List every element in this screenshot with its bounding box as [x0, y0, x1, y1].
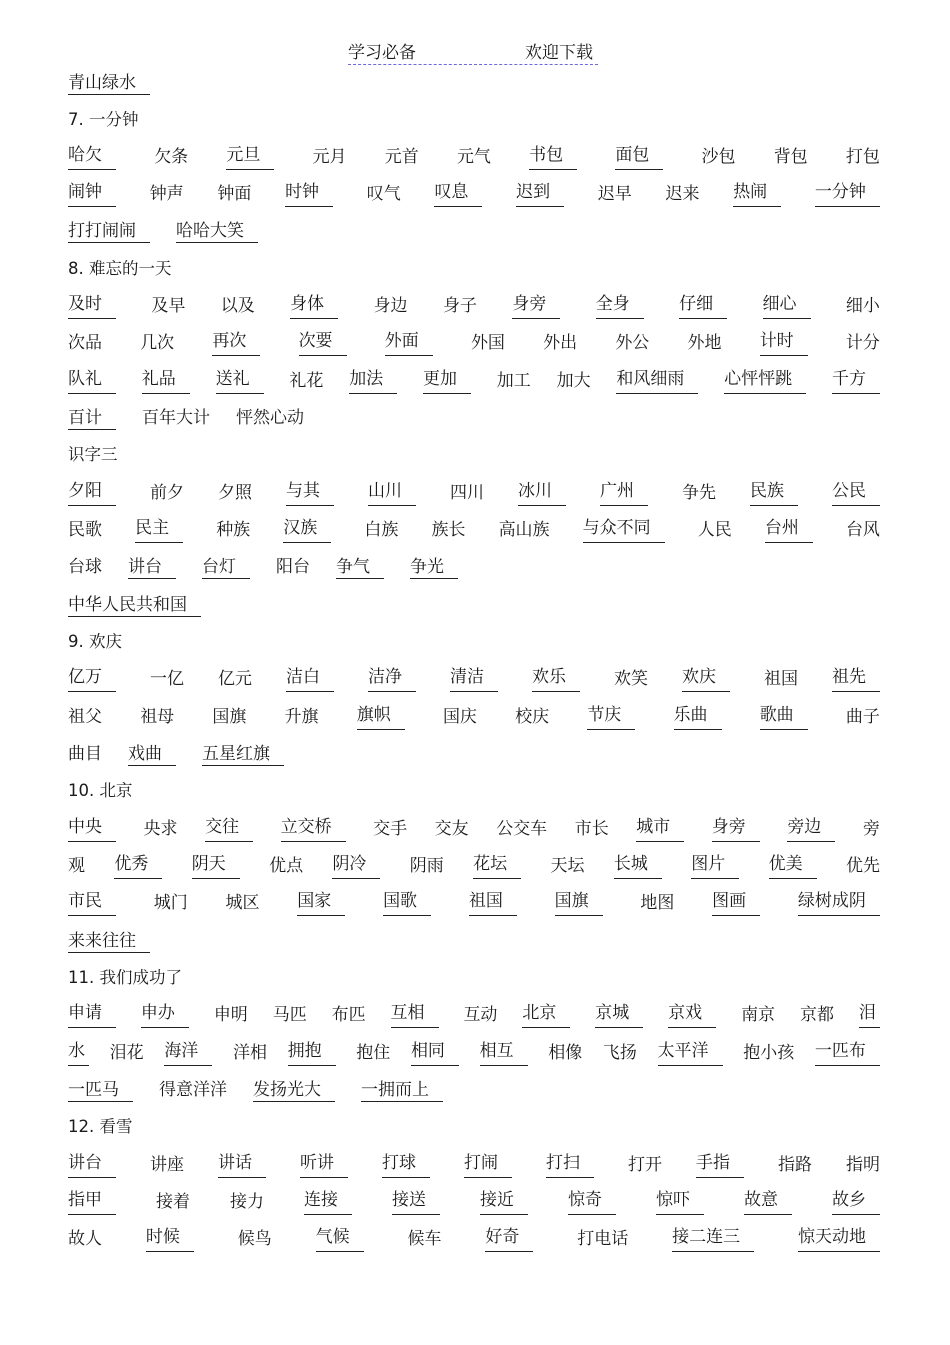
- underlined-word: 故乡: [832, 1189, 880, 1215]
- word: 地图: [640, 893, 675, 913]
- word: 接力: [230, 1192, 264, 1212]
- word-row: [68, 816, 880, 842]
- underlined-word: 京戏: [668, 1002, 716, 1028]
- word: 指路: [778, 1155, 812, 1175]
- word-row: [68, 70, 880, 96]
- word: 几次: [140, 333, 175, 353]
- word: 身子: [442, 296, 477, 316]
- underlined-word: 申请: [68, 1002, 116, 1028]
- underlined-word: 花坛: [473, 853, 521, 879]
- underlined-word: 北京: [522, 1002, 570, 1028]
- underlined-word: 青山绿水: [68, 72, 150, 95]
- word: 及早: [151, 296, 186, 316]
- section-title: 识字三: [68, 445, 118, 464]
- word: 旁: [862, 819, 880, 839]
- underlined-word: 打打闹闹: [68, 220, 150, 243]
- word: 打包: [845, 147, 880, 167]
- underlined-word: 市民: [68, 890, 116, 916]
- underlined-word: 次要: [299, 330, 347, 356]
- underlined-word: 气候: [316, 1226, 364, 1252]
- word-row: [68, 330, 880, 356]
- word-row: [68, 1152, 880, 1178]
- underlined-word: 一拥而上: [361, 1079, 443, 1102]
- underlined-word: 广州: [600, 480, 648, 506]
- underlined-word: 惊吓: [656, 1189, 704, 1215]
- underlined-word: 互相: [391, 1002, 439, 1028]
- header-left-text: 学习必备: [348, 43, 416, 63]
- word: 抱小孩: [743, 1043, 795, 1063]
- underlined-word: 加法: [349, 368, 397, 394]
- underlined-word: 仔细: [679, 293, 727, 319]
- underlined-word: 送礼: [216, 368, 264, 394]
- underlined-word: 汉族: [283, 517, 331, 543]
- word: 台球: [68, 557, 102, 577]
- word: 元首: [384, 147, 419, 167]
- underlined-word: 接送: [392, 1189, 440, 1215]
- word: 欢笑: [614, 669, 648, 689]
- underlined-word: 好奇: [485, 1226, 533, 1252]
- underlined-word: 水: [68, 1040, 89, 1066]
- underlined-word: 台灯: [202, 556, 250, 579]
- word-row: [68, 704, 880, 730]
- underlined-word: 与其: [286, 480, 334, 506]
- word: 交友: [434, 819, 469, 839]
- word: 指明: [846, 1155, 880, 1175]
- word-row: [68, 890, 880, 916]
- word-row: [68, 853, 880, 879]
- word: 族长: [431, 520, 466, 540]
- word: 洋相: [232, 1043, 267, 1063]
- word: 候车: [407, 1229, 442, 1249]
- underlined-word: 心怦怦跳: [724, 368, 806, 394]
- word-row: [68, 741, 880, 767]
- word-row: [68, 405, 880, 431]
- word: 得意洋洋: [159, 1080, 227, 1100]
- word-row: [68, 144, 880, 170]
- underlined-word: 立交桥: [281, 816, 346, 842]
- word: 祖国: [764, 669, 798, 689]
- word: 交手: [373, 819, 408, 839]
- word: 校庆: [515, 707, 550, 727]
- section-title: 8. 难忘的一天: [68, 259, 172, 278]
- underlined-word: 泪: [859, 1002, 880, 1028]
- underlined-word: 千方: [832, 368, 880, 394]
- word-row: [68, 218, 880, 244]
- underlined-word: 来来往往: [68, 930, 150, 953]
- underlined-word: 戏曲: [128, 743, 176, 766]
- word: 城门: [153, 893, 188, 913]
- word: 南京: [741, 1005, 776, 1025]
- word: 申明: [213, 1005, 248, 1025]
- underlined-word: 中华人民共和国: [68, 594, 201, 617]
- word: 布匹: [331, 1005, 366, 1025]
- underlined-word: 打球: [382, 1152, 430, 1178]
- word: 阳台: [276, 557, 310, 577]
- word: 央求: [143, 819, 178, 839]
- underlined-word: 哈哈大笑: [176, 220, 258, 243]
- word: 百年大计: [142, 408, 210, 428]
- word: 元气: [456, 147, 491, 167]
- word-row: [68, 1189, 880, 1215]
- section-title: 10. 北京: [68, 781, 133, 800]
- word-row: [68, 928, 880, 954]
- underlined-word: 指甲: [68, 1189, 116, 1215]
- word: 曲子: [845, 707, 880, 727]
- underlined-word: 民主: [135, 517, 183, 543]
- word: 一亿: [150, 669, 184, 689]
- underlined-word: 国家: [297, 890, 345, 916]
- underlined-word: 接近: [480, 1189, 528, 1215]
- word: 接着: [156, 1192, 190, 1212]
- underlined-word: 台州: [765, 517, 813, 543]
- word: 身边: [373, 296, 408, 316]
- word: 京都: [799, 1005, 834, 1025]
- word-row: [68, 554, 880, 580]
- underlined-word: 海洋: [164, 1040, 212, 1066]
- underlined-word: 拥抱: [288, 1040, 336, 1066]
- underlined-word: 时候: [146, 1226, 194, 1252]
- underlined-word: 叹息: [434, 181, 482, 207]
- word: 马匹: [272, 1005, 307, 1025]
- word: 优点: [269, 856, 304, 876]
- underlined-word: 歌曲: [760, 704, 808, 730]
- underlined-word: 外面: [385, 330, 433, 356]
- word: 白族: [364, 520, 399, 540]
- word: 故人: [68, 1229, 102, 1249]
- underlined-word: 优美: [769, 853, 817, 879]
- underlined-word: 节庆: [587, 704, 635, 730]
- underlined-word: 争气: [336, 556, 384, 579]
- word-row: [68, 368, 880, 394]
- underlined-word: 申办: [141, 1002, 189, 1028]
- header-right-text: 欢迎下载: [525, 43, 593, 63]
- word: 阴雨: [409, 856, 444, 876]
- underlined-word: 礼品: [142, 368, 190, 394]
- word: 叹气: [366, 184, 401, 204]
- underlined-word: 欢庆: [682, 666, 730, 692]
- word: 礼花: [289, 371, 324, 391]
- word-row: [68, 181, 880, 207]
- underlined-word: 及时: [68, 293, 116, 319]
- underlined-word: 图片: [691, 853, 739, 879]
- underlined-word: 长城: [614, 853, 662, 879]
- word: 国旗: [212, 707, 247, 727]
- underlined-word: 讲话: [218, 1152, 266, 1178]
- word: 沙包: [701, 147, 736, 167]
- underlined-word: 祖先: [832, 666, 880, 692]
- underlined-word: 计时: [760, 330, 808, 356]
- underlined-word: 一分钟: [815, 181, 880, 207]
- underlined-word: 打扫: [546, 1152, 594, 1178]
- word: 曲目: [68, 744, 102, 764]
- word-row: [68, 480, 880, 506]
- word: 细小: [845, 296, 880, 316]
- word: 台风: [845, 520, 880, 540]
- underlined-word: 亿万: [68, 666, 116, 692]
- word: 高山族: [498, 520, 550, 540]
- word-row: [68, 1226, 880, 1252]
- underlined-word: 更加: [423, 368, 471, 394]
- underlined-word: 相同: [411, 1040, 459, 1066]
- underlined-word: 山川: [368, 480, 416, 506]
- underlined-word: 惊天动地: [798, 1226, 880, 1252]
- page-header: [348, 42, 598, 65]
- underlined-word: 时钟: [285, 181, 333, 207]
- underlined-word: 太平洋: [658, 1040, 723, 1066]
- underlined-word: 阴天: [192, 853, 240, 879]
- word: 国庆: [442, 707, 477, 727]
- word: 外出: [543, 333, 578, 353]
- word: 加大: [556, 371, 591, 391]
- word-row: [68, 1077, 880, 1103]
- word: 互动: [463, 1005, 498, 1025]
- underlined-word: 闹钟: [68, 181, 116, 207]
- word: 祖母: [140, 707, 175, 727]
- underlined-word: 清洁: [450, 666, 498, 692]
- word: 打开: [628, 1155, 662, 1175]
- word: 亿元: [218, 669, 252, 689]
- word: 夕照: [218, 483, 252, 503]
- word: 迟来: [665, 184, 700, 204]
- underlined-word: 一匹马: [68, 1079, 133, 1102]
- underlined-word: 欢乐: [532, 666, 580, 692]
- section-title: 7. 一分钟: [68, 110, 139, 129]
- underlined-word: 接二连三: [672, 1226, 754, 1252]
- word: 城区: [225, 893, 260, 913]
- underlined-word: 洁净: [368, 666, 416, 692]
- underlined-word: 绿树成阴: [798, 890, 880, 916]
- word: 次品: [68, 333, 102, 353]
- underlined-word: 公民: [832, 480, 880, 506]
- underlined-word: 身旁: [512, 293, 560, 319]
- underlined-word: 队礼: [68, 368, 116, 394]
- word: 升旗: [284, 707, 319, 727]
- word-row: [68, 592, 880, 618]
- word: 争先: [682, 483, 716, 503]
- underlined-word: 国歌: [383, 890, 431, 916]
- word: 钟声: [149, 184, 184, 204]
- word: 欠条: [154, 147, 189, 167]
- underlined-word: 国旗: [555, 890, 603, 916]
- word: 四川: [450, 483, 484, 503]
- word: 打电话: [577, 1229, 629, 1249]
- word: 泪花: [109, 1043, 144, 1063]
- underlined-word: 图画: [712, 890, 760, 916]
- word: 市长: [574, 819, 609, 839]
- underlined-word: 全身: [596, 293, 644, 319]
- underlined-word: 身体: [290, 293, 338, 319]
- underlined-word: 祖国: [469, 890, 517, 916]
- word: 外公: [615, 333, 650, 353]
- underlined-word: 和风细雨: [616, 368, 698, 394]
- word: 天坛: [550, 856, 585, 876]
- underlined-word: 讲台: [68, 1152, 116, 1178]
- underlined-word: 乐曲: [674, 704, 722, 730]
- underlined-word: 故意: [744, 1189, 792, 1215]
- word: 外国: [470, 333, 505, 353]
- word-row: [68, 293, 880, 319]
- underlined-word: 中央: [68, 816, 116, 842]
- word: 钟面: [217, 184, 252, 204]
- underlined-word: 一匹布: [815, 1040, 880, 1066]
- underlined-word: 打闹: [464, 1152, 512, 1178]
- underlined-word: 细心: [763, 293, 811, 319]
- word: 背包: [773, 147, 808, 167]
- word: 元月: [312, 147, 347, 167]
- underlined-word: 热闹: [733, 181, 781, 207]
- underlined-word: 冰川: [518, 480, 566, 506]
- word-row: [68, 517, 880, 543]
- section-title: 11. 我们成功了: [68, 968, 182, 987]
- underlined-word: 旁边: [787, 816, 835, 842]
- word-row: [68, 1002, 880, 1028]
- word: 飞扬: [602, 1043, 637, 1063]
- underlined-word: 发扬光大: [253, 1079, 335, 1102]
- underlined-word: 惊奇: [568, 1189, 616, 1215]
- underlined-word: 争光: [410, 556, 458, 579]
- underlined-word: 迟到: [516, 181, 564, 207]
- underlined-word: 交往: [205, 816, 253, 842]
- underlined-word: 阴冷: [332, 853, 380, 879]
- underlined-word: 优秀: [114, 853, 162, 879]
- word: 观: [68, 856, 85, 876]
- underlined-word: 相互: [480, 1040, 528, 1066]
- underlined-word: 夕阳: [68, 480, 116, 506]
- word: 公交车: [496, 819, 548, 839]
- underlined-word: 旗帜: [357, 704, 405, 730]
- word: 前夕: [150, 483, 184, 503]
- word-row: [68, 1040, 880, 1066]
- underlined-word: 听讲: [300, 1152, 348, 1178]
- word: 民歌: [68, 520, 102, 540]
- section-title: 12. 看雪: [68, 1117, 133, 1136]
- underlined-word: 面包: [615, 144, 663, 170]
- underlined-word: 京城: [595, 1002, 643, 1028]
- underlined-word: 再次: [212, 330, 260, 356]
- word: 优先: [845, 856, 880, 876]
- underlined-word: 城市: [636, 816, 684, 842]
- word: 迟早: [597, 184, 632, 204]
- word: 以及: [220, 296, 255, 316]
- underlined-word: 手指: [696, 1152, 744, 1178]
- underlined-word: 讲台: [128, 556, 176, 579]
- word: 怦然心动: [236, 408, 304, 428]
- underlined-word: 百计: [68, 407, 116, 430]
- section-title: 9. 欢庆: [68, 632, 122, 651]
- word: 计分: [845, 333, 880, 353]
- word: 讲座: [150, 1155, 184, 1175]
- word: 人民: [697, 520, 732, 540]
- underlined-word: 五星红旗: [202, 743, 284, 766]
- word: 候鸟: [237, 1229, 272, 1249]
- underlined-word: 与众不同: [583, 517, 665, 543]
- word: 祖父: [68, 707, 102, 727]
- underlined-word: 书包: [529, 144, 577, 170]
- word: 加工: [496, 371, 531, 391]
- word: 相像: [548, 1043, 583, 1063]
- underlined-word: 哈欠: [68, 144, 116, 170]
- word: 抱住: [356, 1043, 391, 1063]
- underlined-word: 连接: [304, 1189, 352, 1215]
- underlined-word: 身旁: [712, 816, 760, 842]
- word: 种族: [216, 520, 251, 540]
- underlined-word: 元旦: [226, 144, 274, 170]
- word-row: [68, 666, 880, 692]
- underlined-word: 洁白: [286, 666, 334, 692]
- word: 外地: [687, 333, 722, 353]
- underlined-word: 民族: [750, 480, 798, 506]
